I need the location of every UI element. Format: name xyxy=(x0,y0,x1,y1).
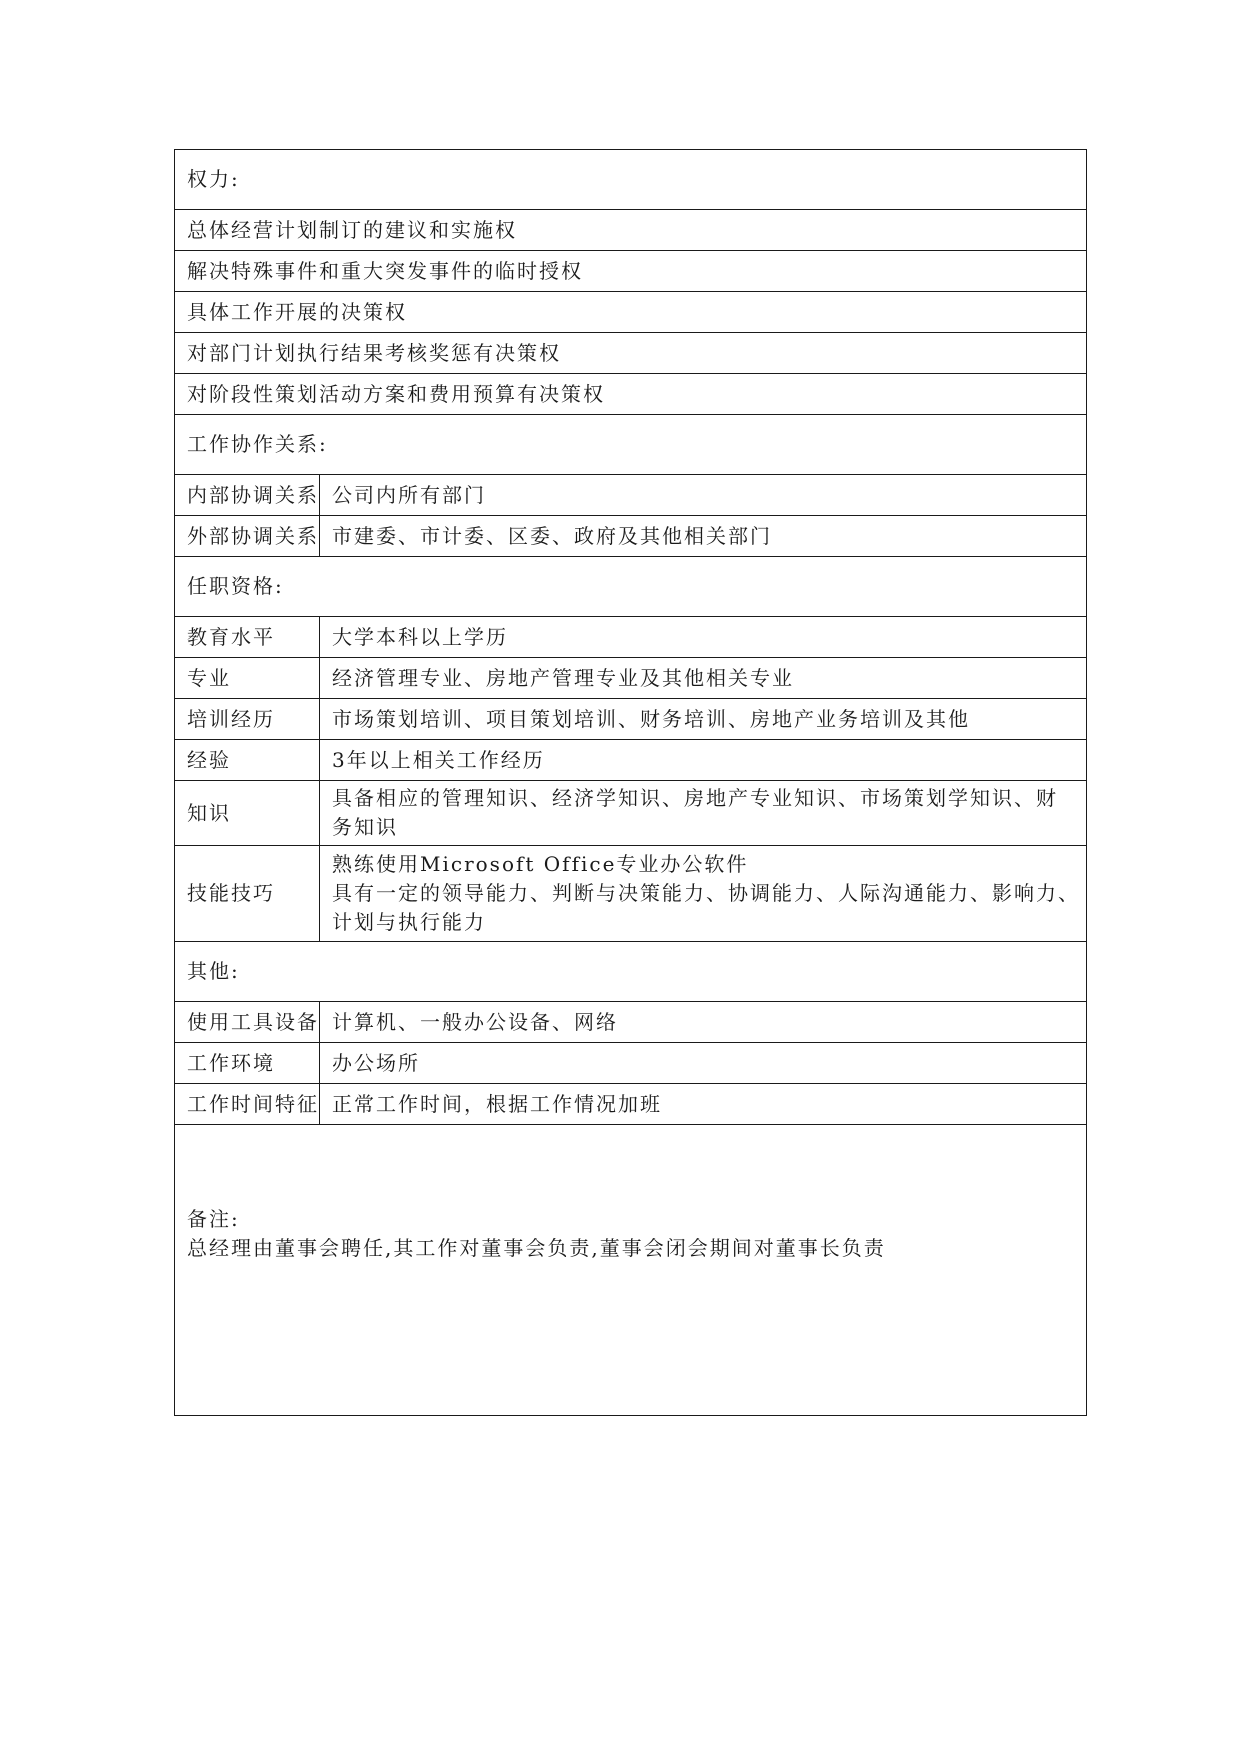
power-row xyxy=(175,251,1087,292)
skills-line: 计划与执行能力 xyxy=(332,910,486,934)
notes-cell xyxy=(175,1125,1087,1416)
qualification-value: 市场策划培训、项目策划培训、财务培训、房地产业务培训及其他 xyxy=(320,699,1087,740)
knowledge-value xyxy=(320,781,1087,846)
qualification-row xyxy=(175,699,1087,740)
knowledge-row xyxy=(175,781,1087,846)
power-row xyxy=(175,374,1087,415)
other-row xyxy=(175,1084,1087,1125)
relations-heading: 工作协作关系: xyxy=(175,415,1087,475)
qualification-label: 教育水平 xyxy=(175,617,320,658)
other-label: 使用工具设备 xyxy=(175,1002,320,1043)
power-item: 解决特殊事件和重大突发事件的临时授权 xyxy=(175,251,1087,292)
powers-heading: 权力: xyxy=(175,150,1087,210)
power-item: 具体工作开展的决策权 xyxy=(175,292,1087,333)
relation-row xyxy=(175,516,1087,557)
other-value: 计算机、一般办公设备、网络 xyxy=(320,1002,1087,1043)
other-value: 正常工作时间，根据工作情况加班 xyxy=(320,1084,1087,1125)
section-row-qualifications xyxy=(175,557,1087,617)
skills-line: 熟练使用Microsoft Office专业办公软件 xyxy=(332,852,749,876)
qualifications-heading: 任职资格: xyxy=(175,557,1087,617)
power-item: 总体经营计划制订的建议和实施权 xyxy=(175,210,1087,251)
section-row-relations xyxy=(175,415,1087,475)
other-heading: 其他: xyxy=(175,942,1087,1002)
relation-value: 公司内所有部门 xyxy=(320,475,1087,516)
section-row-other xyxy=(175,942,1087,1002)
skills-label: 技能技巧 xyxy=(175,846,320,942)
knowledge-label: 知识 xyxy=(175,781,320,846)
relation-label: 内部协调关系 xyxy=(175,475,320,516)
other-row xyxy=(175,1043,1087,1084)
relation-value: 市建委、市计委、区委、政府及其他相关部门 xyxy=(320,516,1087,557)
other-row xyxy=(175,1002,1087,1043)
qualification-value: 经济管理专业、房地产管理专业及其他相关专业 xyxy=(320,658,1087,699)
power-item: 对阶段性策划活动方案和费用预算有决策权 xyxy=(175,374,1087,415)
qualification-label: 经验 xyxy=(175,740,320,781)
other-value: 办公场所 xyxy=(320,1043,1087,1084)
skills-line: 具有一定的领导能力、判断与决策能力、协调能力、人际沟通能力、影响力、 xyxy=(332,881,1080,905)
qualification-value: 3年以上相关工作经历 xyxy=(320,740,1087,781)
power-row xyxy=(175,210,1087,251)
skills-row xyxy=(175,846,1087,942)
power-row xyxy=(175,292,1087,333)
qualification-label: 培训经历 xyxy=(175,699,320,740)
qualification-row xyxy=(175,658,1087,699)
qualification-row xyxy=(175,740,1087,781)
power-row xyxy=(175,333,1087,374)
job-description-table xyxy=(174,149,1087,1416)
knowledge-line: 具备相应的管理知识、经济学知识、房地产专业知识、市场策划学知识、财 xyxy=(332,786,1058,810)
skills-value xyxy=(320,846,1087,942)
notes-heading: 备注: xyxy=(187,1207,240,1231)
notes-row xyxy=(175,1125,1087,1416)
other-label: 工作时间特征 xyxy=(175,1084,320,1125)
qualification-value: 大学本科以上学历 xyxy=(320,617,1087,658)
knowledge-line: 务知识 xyxy=(332,815,398,839)
power-item: 对部门计划执行结果考核奖惩有决策权 xyxy=(175,333,1087,374)
other-label: 工作环境 xyxy=(175,1043,320,1084)
relation-row xyxy=(175,475,1087,516)
section-row-powers xyxy=(175,150,1087,210)
relation-label: 外部协调关系 xyxy=(175,516,320,557)
qualification-row xyxy=(175,617,1087,658)
qualification-label: 专业 xyxy=(175,658,320,699)
notes-text: 总经理由董事会聘任,其工作对董事会负责,董事会闭会期间对董事长负责 xyxy=(187,1236,886,1260)
